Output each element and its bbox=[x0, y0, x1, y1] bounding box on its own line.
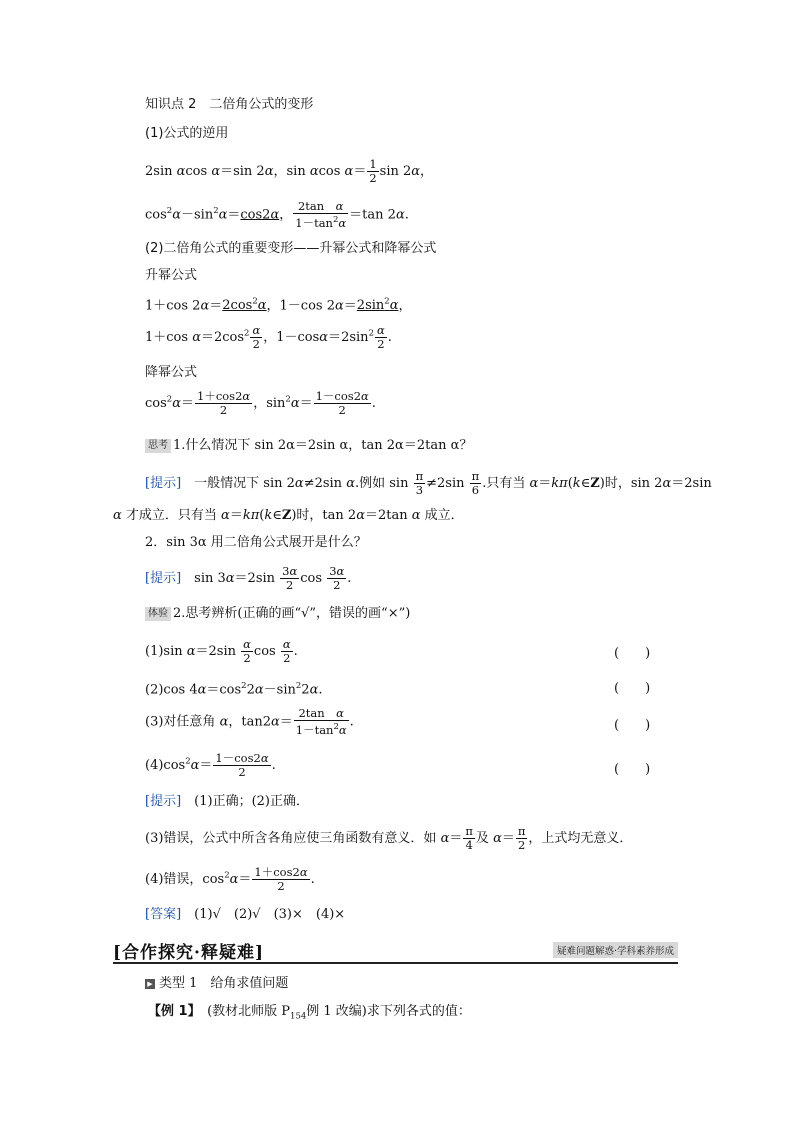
exp-hint: [提示] (1)正确；(2)正确． bbox=[145, 794, 310, 809]
think-hint-2: [提示] sin 3α＝2sin $\frac{3\alpha}{2}$ cos $\frac{3\alpha}{2}$ . bbox=[145, 564, 352, 592]
exp-hint-3: (3)错误，公式中所含各角应使三角函数有意义．如 α＝ $\frac{\pi}{4}$ 及 α＝ $\frac{\pi}{2}$ ，上式均无意义． bbox=[145, 824, 633, 852]
exp-item-1: (1)sin α＝2sin $\frac{\alpha}{2}$ cos $\frac{\alpha}{2}$ . bbox=[145, 637, 298, 665]
think-question-2: 2．sin 3α 用二倍角公式展开是什么？ bbox=[145, 535, 367, 550]
subsection-inverse-use: (1)公式的逆用 bbox=[145, 126, 229, 141]
answer-blank-1[interactable]: ( ) bbox=[614, 646, 651, 661]
think-tag: 思考 bbox=[145, 439, 171, 453]
play-triangle-icon: ▶ bbox=[145, 979, 155, 989]
formula-line-4: 1＋cos $\alpha=2\cos^2$ $\frac{\alpha}{2}$ ，$1-\cos\alpha=2\sin^2$ $\frac{\alpha}{2}$ . bbox=[145, 323, 392, 351]
example-1-line: 【例 1】 (教材北师版 $P_{154}$例 1 改编)求下列各式的值： bbox=[148, 1004, 471, 1022]
experience-title: 体验 2.思考辨析(正确的画“√”，错误的画“×”) bbox=[145, 605, 410, 623]
formula-line-1: 2sin αcos α＝sin 2α，sin αcos α＝ $\frac{1}{2}$ sin 2α， bbox=[145, 157, 434, 185]
answer-blank-4[interactable]: ( ) bbox=[614, 762, 651, 777]
think-hint-1-cont: α 才成立．只有当 α＝kπ(k∈Z)时，tan 2α＝2tan α 成立． bbox=[113, 508, 464, 523]
formula-line-3: 1＋cos $2\alpha=2\cos^2\alpha$，1－cos $2\alpha=2\sin^2\alpha$， bbox=[145, 297, 412, 314]
formula-line-2: $\cos^2\alpha-\sin^2\alpha=\cos 2\alpha$， $\frac{\text{2tan α}}{1-\tan^2\alpha}$ ＝tan 2α. bbox=[145, 199, 409, 230]
section-title: [合作探究·释疑难] bbox=[113, 943, 265, 963]
label-shengmi: 升幂公式 bbox=[145, 268, 198, 283]
exp-hint-4: (4)错误，$\cos^2\alpha=$ $\frac{1+\cos 2\alpha}{2}$ . bbox=[145, 865, 315, 893]
formula-line-5: $\cos^2\alpha=$ $\frac{1+\cos 2\alpha}{2}$ ，$\sin^2\alpha=$ $\frac{1-\cos 2\alpha}{2}$ . bbox=[145, 389, 376, 417]
type1-heading: ▶ 类型 1 给角求值问题 bbox=[145, 975, 288, 993]
section-side-label: 疑难问题解惑·学科素养形成 bbox=[553, 942, 678, 958]
experience-tag: 体验 bbox=[145, 607, 171, 621]
answer-blank-2[interactable]: ( ) bbox=[614, 681, 651, 696]
think-hint-1: [提示] 一般情况下 sin 2α≠2sin α.例如 sin $\frac{\pi}{3}$ ≠2sin $\frac{\pi}{6}$ .只有当 α＝kπ(k∈Z)时，sin 2α＝2sin bbox=[145, 469, 712, 497]
exp-item-2: (2)cos $4\alpha=\cos^22\alpha-\sin^22\alpha$. bbox=[145, 681, 323, 698]
knowledge-title: 知识点 2 二倍角公式的变形 bbox=[145, 97, 314, 112]
exp-answer: [答案] (1)√ (2)√ (3)× (4)× bbox=[145, 907, 346, 922]
exp-item-4: $(4)\cos^2\alpha=$ $\frac{1-\cos 2\alpha}{2}$ . bbox=[145, 751, 276, 779]
label-jiangmi: 降幂公式 bbox=[145, 365, 198, 380]
answer-blank-3[interactable]: ( ) bbox=[614, 718, 651, 733]
think-question-1: 思考 1.什么情况下 sin 2α＝2sin α，tan 2α＝2tan α？ bbox=[145, 437, 472, 455]
section-header bbox=[113, 938, 678, 964]
subsection-important-variants: (2)二倍角公式的重要变形——升幂公式和降幂公式 bbox=[145, 241, 437, 256]
exp-item-3: (3)对任意角 α，tan2α＝ $\frac{\text{2tan α}}{1-\tan^2\alpha}$ . bbox=[145, 706, 354, 737]
example-label: 【例 1】 bbox=[148, 1004, 195, 1019]
